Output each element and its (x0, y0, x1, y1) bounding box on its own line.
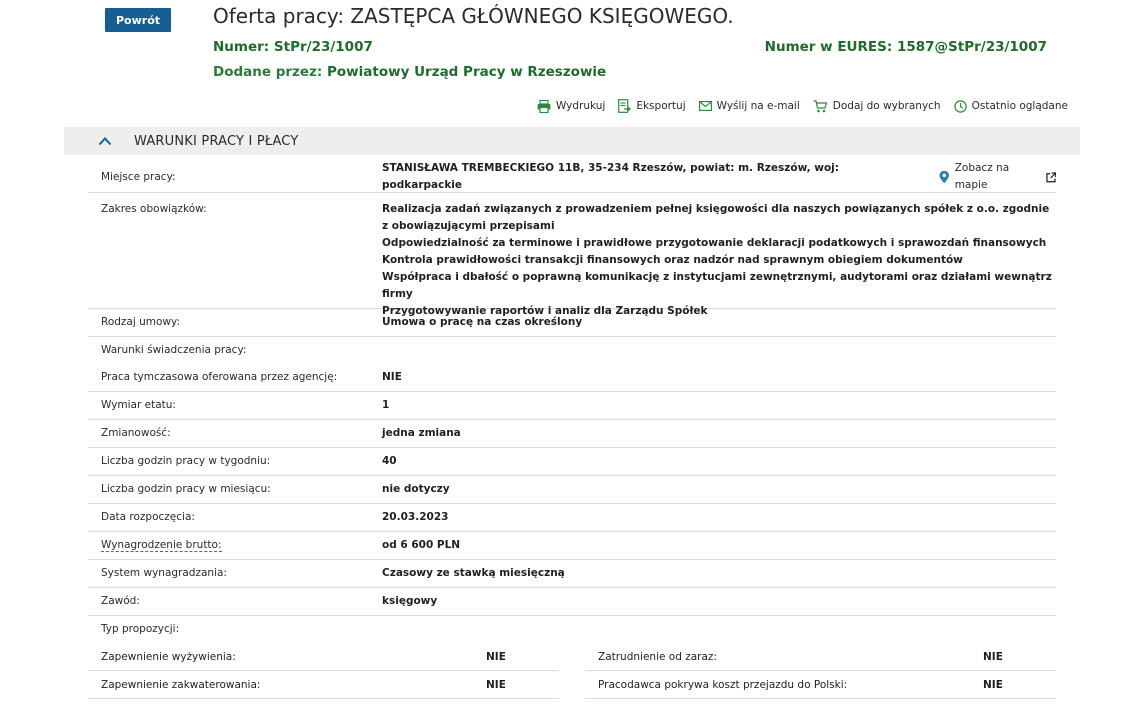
email-action[interactable] (699, 99, 800, 113)
duty-item: Odpowiedzialność za terminowe i prawidłowe przygotowanie deklaracji podatkowych i sprawozdań finansowych (382, 237, 1047, 249)
table-row (88, 337, 1056, 364)
action-toolbar (537, 99, 1068, 113)
back-button[interactable]: Powrót (105, 8, 171, 32)
table-row (88, 162, 1056, 193)
row-label: Zawód: (101, 595, 140, 607)
added-by-label: Dodane przez: (213, 64, 323, 80)
location-address: STANISŁAWA TREMBECKIEGO 11B, 35-234 Rzeszów, powiat: m. Rzeszów, woj: podkarpackie (382, 162, 839, 191)
table-row (88, 309, 1056, 337)
extra-label: Pracodawca pokrywa koszt przejazdu do Polski: (598, 678, 848, 691)
offer-number (213, 39, 373, 55)
row-label: Warunki świadczenia pracy: (101, 344, 247, 356)
location-value (382, 160, 1056, 194)
row-value: 1 (382, 399, 390, 411)
row-value: od 6 600 PLN (382, 539, 461, 551)
row-label: Zmianowość: (101, 427, 171, 439)
table-row (88, 364, 1056, 392)
printer-icon (537, 100, 551, 113)
row-value: 20.03.2023 (382, 511, 449, 523)
table-row (88, 392, 1056, 420)
row-value: Umowa o pracę na czas określony (382, 316, 583, 328)
added-by-value: Powiatowy Urząd Pracy w Rzeszowie (327, 64, 607, 80)
location-label: Miejsce pracy: (101, 170, 176, 183)
row-value: 40 (382, 455, 397, 467)
extra-value: NIE (486, 678, 506, 691)
favorite-label: Dodaj do wybranych (832, 100, 941, 112)
table-row (88, 588, 1056, 616)
page-title: Oferta pracy: ZASTĘPCA GŁÓWNEGO KSIĘGOWEGO. (213, 4, 734, 28)
envelope-icon (699, 101, 712, 111)
row-value: księgowy (382, 595, 438, 607)
extra-value: NIE (486, 650, 506, 663)
offer-number-label: Numer: (213, 39, 270, 55)
external-link-icon (1046, 172, 1056, 183)
cart-add-icon (813, 100, 828, 113)
row-label: Liczba godzin pracy w tygodniu: (101, 455, 271, 467)
table-row (88, 532, 1056, 560)
print-action[interactable] (537, 99, 605, 113)
print-label: Wydrukuj (555, 100, 606, 112)
duty-item: Kontrola prawidłowości transakcji finansowych oraz nadzór nad sprawnym obiegiem dokumentów (382, 254, 963, 266)
row-label: Data rozpoczęcia: (101, 511, 195, 523)
export-label: Eksportuj (636, 100, 686, 112)
row-label[interactable] (88, 537, 382, 554)
map-link-label: Zobacz na mapie (954, 162, 1010, 191)
export-icon (618, 99, 631, 113)
extra-item (585, 643, 1056, 671)
row-value: nie dotyczy (382, 483, 450, 495)
section-header[interactable] (64, 127, 1080, 155)
table-row (88, 420, 1056, 448)
row-value: NIE (382, 371, 402, 383)
row-value: Czasowy ze stawką miesięczną (382, 567, 565, 579)
duties-label: Zakres obowiązków: (101, 203, 207, 215)
row-label: Wymiar etatu: (101, 399, 176, 411)
extra-item (585, 671, 1056, 699)
salary-tooltip-label[interactable]: Wynagrodzenie brutto: (101, 539, 222, 551)
duty-item: Przygotowywanie raportów i analiz dla Zarządu Spółek (382, 305, 708, 317)
email-label: Wyślij na e-mail (716, 100, 800, 112)
extra-label: Zatrudnienie od zaraz: (598, 650, 717, 663)
row-label: Typ propozycji: (101, 623, 180, 635)
duty-item: Realizacja zadań związanych z prowadzeniem pełnej księgowości dla naszych powiązanych spółek z o.o. zgodnie z obowiązującymi przepisami (382, 203, 1050, 232)
added-by (213, 64, 606, 80)
export-action[interactable] (618, 99, 685, 113)
extra-label: Zapewnienie wyżywienia: (101, 650, 236, 663)
row-label: System wynagradzania: (101, 567, 227, 579)
extras-row (88, 671, 1056, 699)
row-value: jedna zmiana (382, 427, 461, 439)
duty-item: Współpraca i dbałość o poprawną komunikację z instytucjami zewnętrznymi, audytorami oraz działami wewnątrz firmy (382, 271, 1052, 300)
details-table (88, 162, 1056, 699)
eures-number (765, 39, 1047, 55)
recent-action[interactable] (954, 99, 1068, 113)
table-row (88, 560, 1056, 588)
extra-item (88, 671, 559, 699)
extra-value: NIE (983, 650, 1003, 663)
recent-label: Ostatnio oglądane (971, 100, 1068, 112)
duties-value (382, 201, 1056, 320)
offer-number-value: StPr/23/1007 (273, 39, 373, 55)
clock-icon (954, 100, 967, 113)
section-title: WARUNKI PRACY I PŁACY (134, 133, 299, 149)
extra-value: NIE (983, 678, 1003, 691)
extra-label: Zapewnienie zakwaterowania: (101, 678, 261, 691)
table-row (88, 476, 1056, 504)
row-label: Praca tymczasowa oferowana przez agencję: (101, 371, 338, 383)
table-row (88, 193, 1056, 317)
map-link[interactable] (939, 160, 1056, 194)
row-label: Liczba godzin pracy w miesiącu: (101, 483, 271, 495)
table-row (88, 616, 1056, 643)
eures-number-label: Numer w EURES: (764, 39, 893, 55)
table-row (88, 504, 1056, 532)
eures-number-value: 1587@StPr/23/1007 (896, 39, 1047, 55)
row-label: Rodzaj umowy: (101, 316, 180, 328)
map-pin-icon (939, 170, 949, 184)
extras-row (88, 643, 1056, 671)
table-row (88, 448, 1056, 476)
extra-item (88, 643, 559, 671)
favorite-action[interactable] (813, 99, 941, 113)
chevron-up-icon (98, 136, 112, 146)
